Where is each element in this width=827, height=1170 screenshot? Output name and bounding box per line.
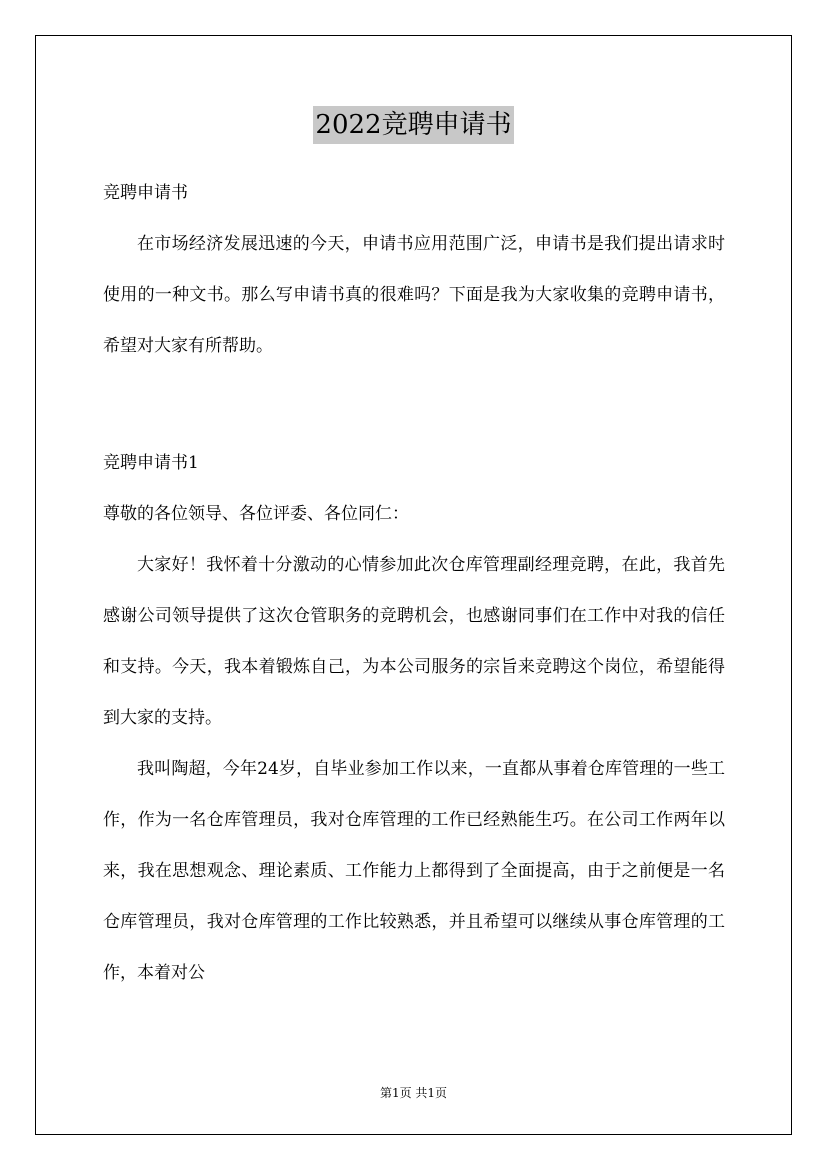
page-footer: 第1页 共1页 xyxy=(379,1086,448,1100)
document-body-top xyxy=(103,168,725,372)
section-heading-numbered: 竞聘申请书1 xyxy=(103,453,199,473)
document-title-text: 2022竞聘申请书 xyxy=(313,106,513,144)
body-paragraph-1: 大家好！我怀着十分激动的心情参加此次仓库管理副经理竞聘，在此，我首先感谢公司领导提供了这次仓管职务的竞聘机会，也感谢同事们在工作中对我的信任和支持。今天，我本着锻炼自己，为本公司服务的宗旨来竞聘这个岗位，希望能得到大家的支持。 xyxy=(103,555,725,728)
intro-paragraph: 在市场经济发展迅速的今天，申请书应用范围广泛，申请书是我们提出请求时使用的一种文书。那么写申请书真的很难吗？下面是我为大家收集的竞聘申请书，希望对大家有所帮助。 xyxy=(103,234,725,356)
document-title xyxy=(0,103,827,144)
salutation: 尊敬的各位领导、各位评委、各位同仁： xyxy=(103,504,409,524)
section-heading: 竞聘申请书 xyxy=(103,183,188,203)
document-body-main xyxy=(103,438,725,999)
body-paragraph-2: 我叫陶超，今年24岁，自毕业参加工作以来，一直都从事着仓库管理的一些工作，作为一名仓库管理员，我对仓库管理的工作已经熟能生巧。在公司工作两年以来，我在思想观念、理论素质、工作能力上都得到了全面提高，由于之前便是一名仓库管理员，我对仓库管理的工作比较熟悉，并且希望可以继续从事仓库管理的工作，本着对公 xyxy=(103,759,725,983)
